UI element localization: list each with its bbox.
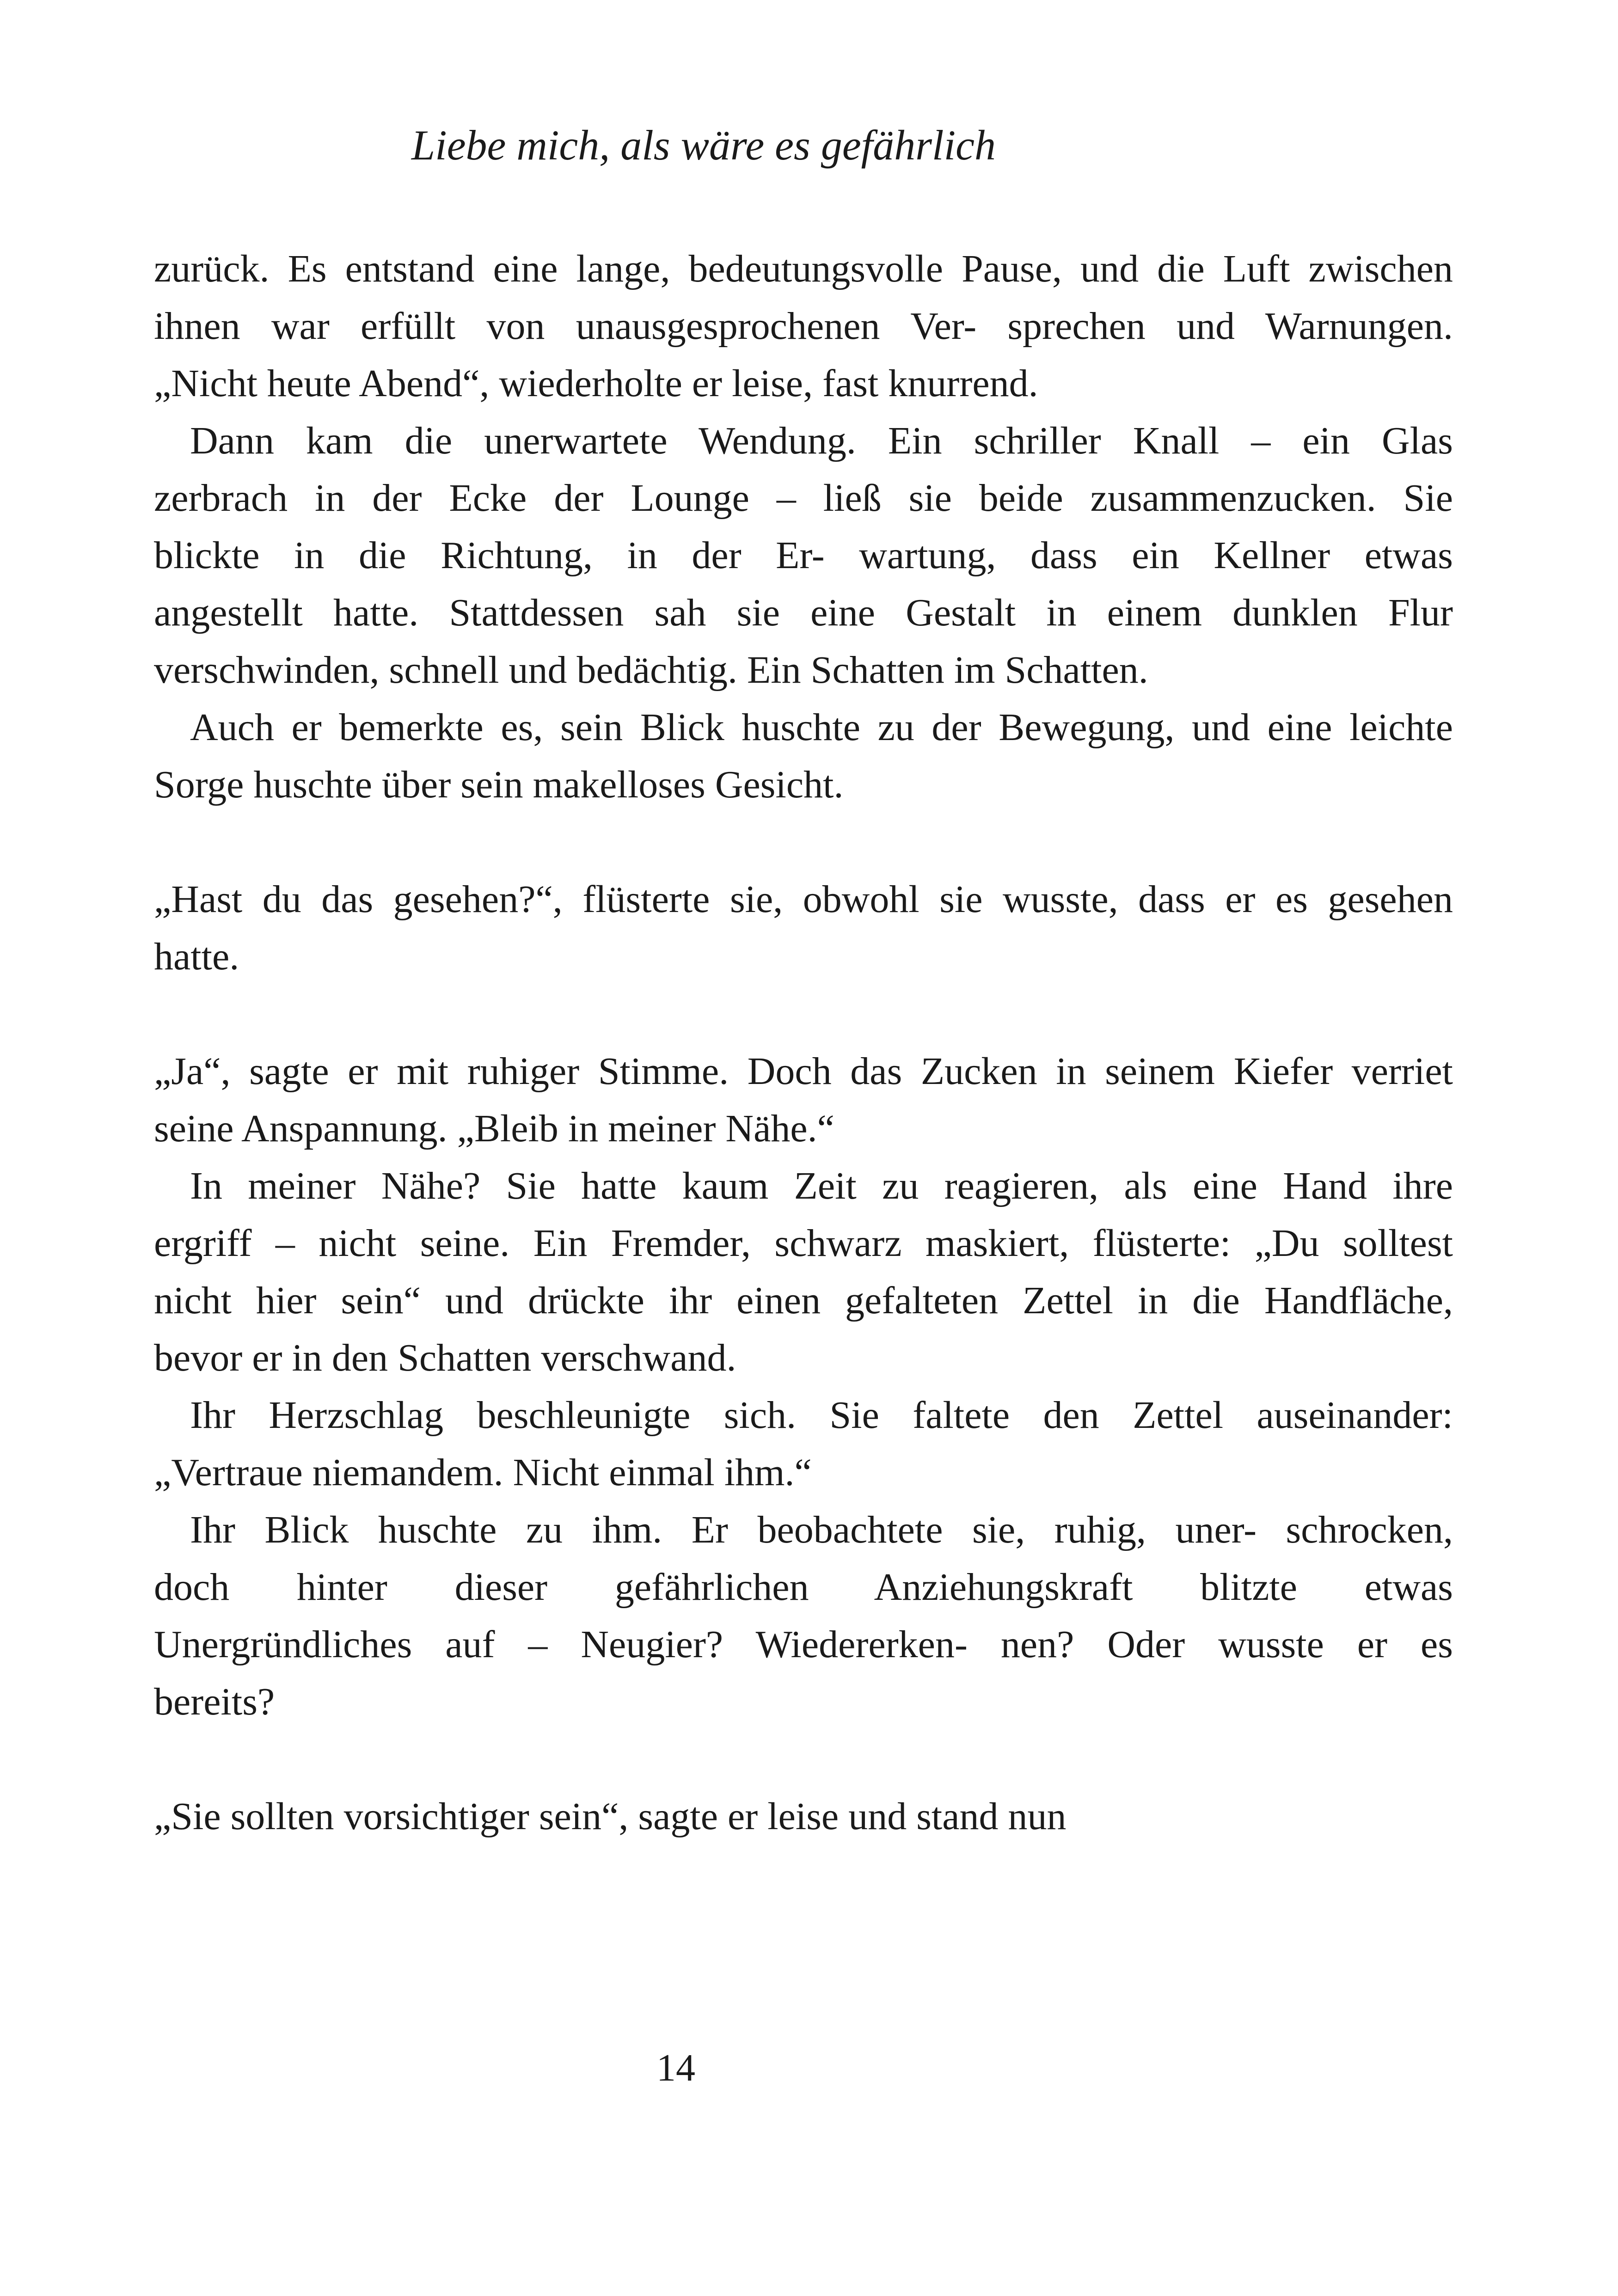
text-line: nicht hier sein“ und drückte ihr einen gefalteten Zettel in die Handfläche,: [154, 1279, 1453, 1322]
text-line: bevor er in den Schatten verschwand.: [154, 1336, 736, 1379]
text-line: hatte.: [154, 935, 239, 978]
text-line: Ihr Herzschlag beschleunigte sich. Sie faltete den Zettel auseinander:: [190, 1394, 1453, 1437]
text-line: Sorge huschte über sein makelloses Gesicht.: [154, 763, 844, 806]
text-line: ergriff – nicht seine. Ein Fremder, schwarz maskiert, flüsterte: „Du solltest: [154, 1222, 1453, 1265]
blank-line: [154, 1731, 1453, 1788]
text-line: Auch er bemerkte es, sein Blick huschte zu der Bewegung, und eine leichte: [190, 706, 1453, 749]
text-line: „Hast du das gesehen?“, flüsterte sie, obwohl sie wusste, dass er es gesehen: [154, 878, 1453, 921]
text-line: bereits?: [154, 1680, 275, 1723]
text-line: In meiner Nähe? Sie hatte kaum Zeit zu reagieren, als eine Hand ihre: [190, 1164, 1453, 1207]
body-text: [154, 240, 1453, 1845]
page-number: 14: [656, 2046, 695, 2089]
text-line: „Sie sollten vorsichtiger sein“, sagte er leise und stand nun: [154, 1795, 1066, 1838]
text-line: Dann kam die unerwartete Wendung. Ein schriller Knall – ein Glas: [190, 419, 1453, 462]
text-line: „Ja“, sagte er mit ruhiger Stimme. Doch das Zucken in seinem Kiefer verriet: [154, 1050, 1453, 1093]
running-header-title: Liebe mich, als wäre es gefährlich: [411, 122, 996, 169]
text-line: doch hinter dieser gefährlichen Anziehungskraft blitzte etwas: [154, 1566, 1453, 1609]
text-line: zerbrach in der Ecke der Lounge – ließ sie beide zusammenzucken. Sie: [154, 477, 1453, 520]
text-line: verschwinden, schnell und bedächtig. Ein Schatten im Schatten.: [154, 649, 1148, 692]
text-line: ihnen war erfüllt von unausgesprochenen Ver- sprechen und Warnungen.: [154, 305, 1453, 348]
blank-line: [154, 986, 1453, 1043]
text-line: „Vertraue niemandem. Nicht einmal ihm.“: [154, 1451, 812, 1494]
text-line: zurück. Es entstand eine lange, bedeutungsvolle Pause, und die Luft zwischen: [154, 247, 1453, 290]
text-line: Unergründliches auf – Neugier? Wiedererken- nen? Oder wusste er es: [154, 1623, 1453, 1666]
text-line: „Nicht heute Abend“, wiederholte er leise, fast knurrend.: [154, 362, 1038, 405]
text-line: blickte in die Richtung, in der Er- wartung, dass ein Kellner etwas: [154, 534, 1453, 577]
blank-line: [154, 814, 1453, 871]
text-line: angestellt hatte. Stattdessen sah sie eine Gestalt in einem dunklen Flur: [154, 591, 1453, 634]
text-line: seine Anspannung. „Bleib in meiner Nähe.“: [154, 1107, 834, 1150]
text-line: Ihr Blick huschte zu ihm. Er beobachtete sie, ruhig, uner- schrocken,: [190, 1508, 1453, 1551]
